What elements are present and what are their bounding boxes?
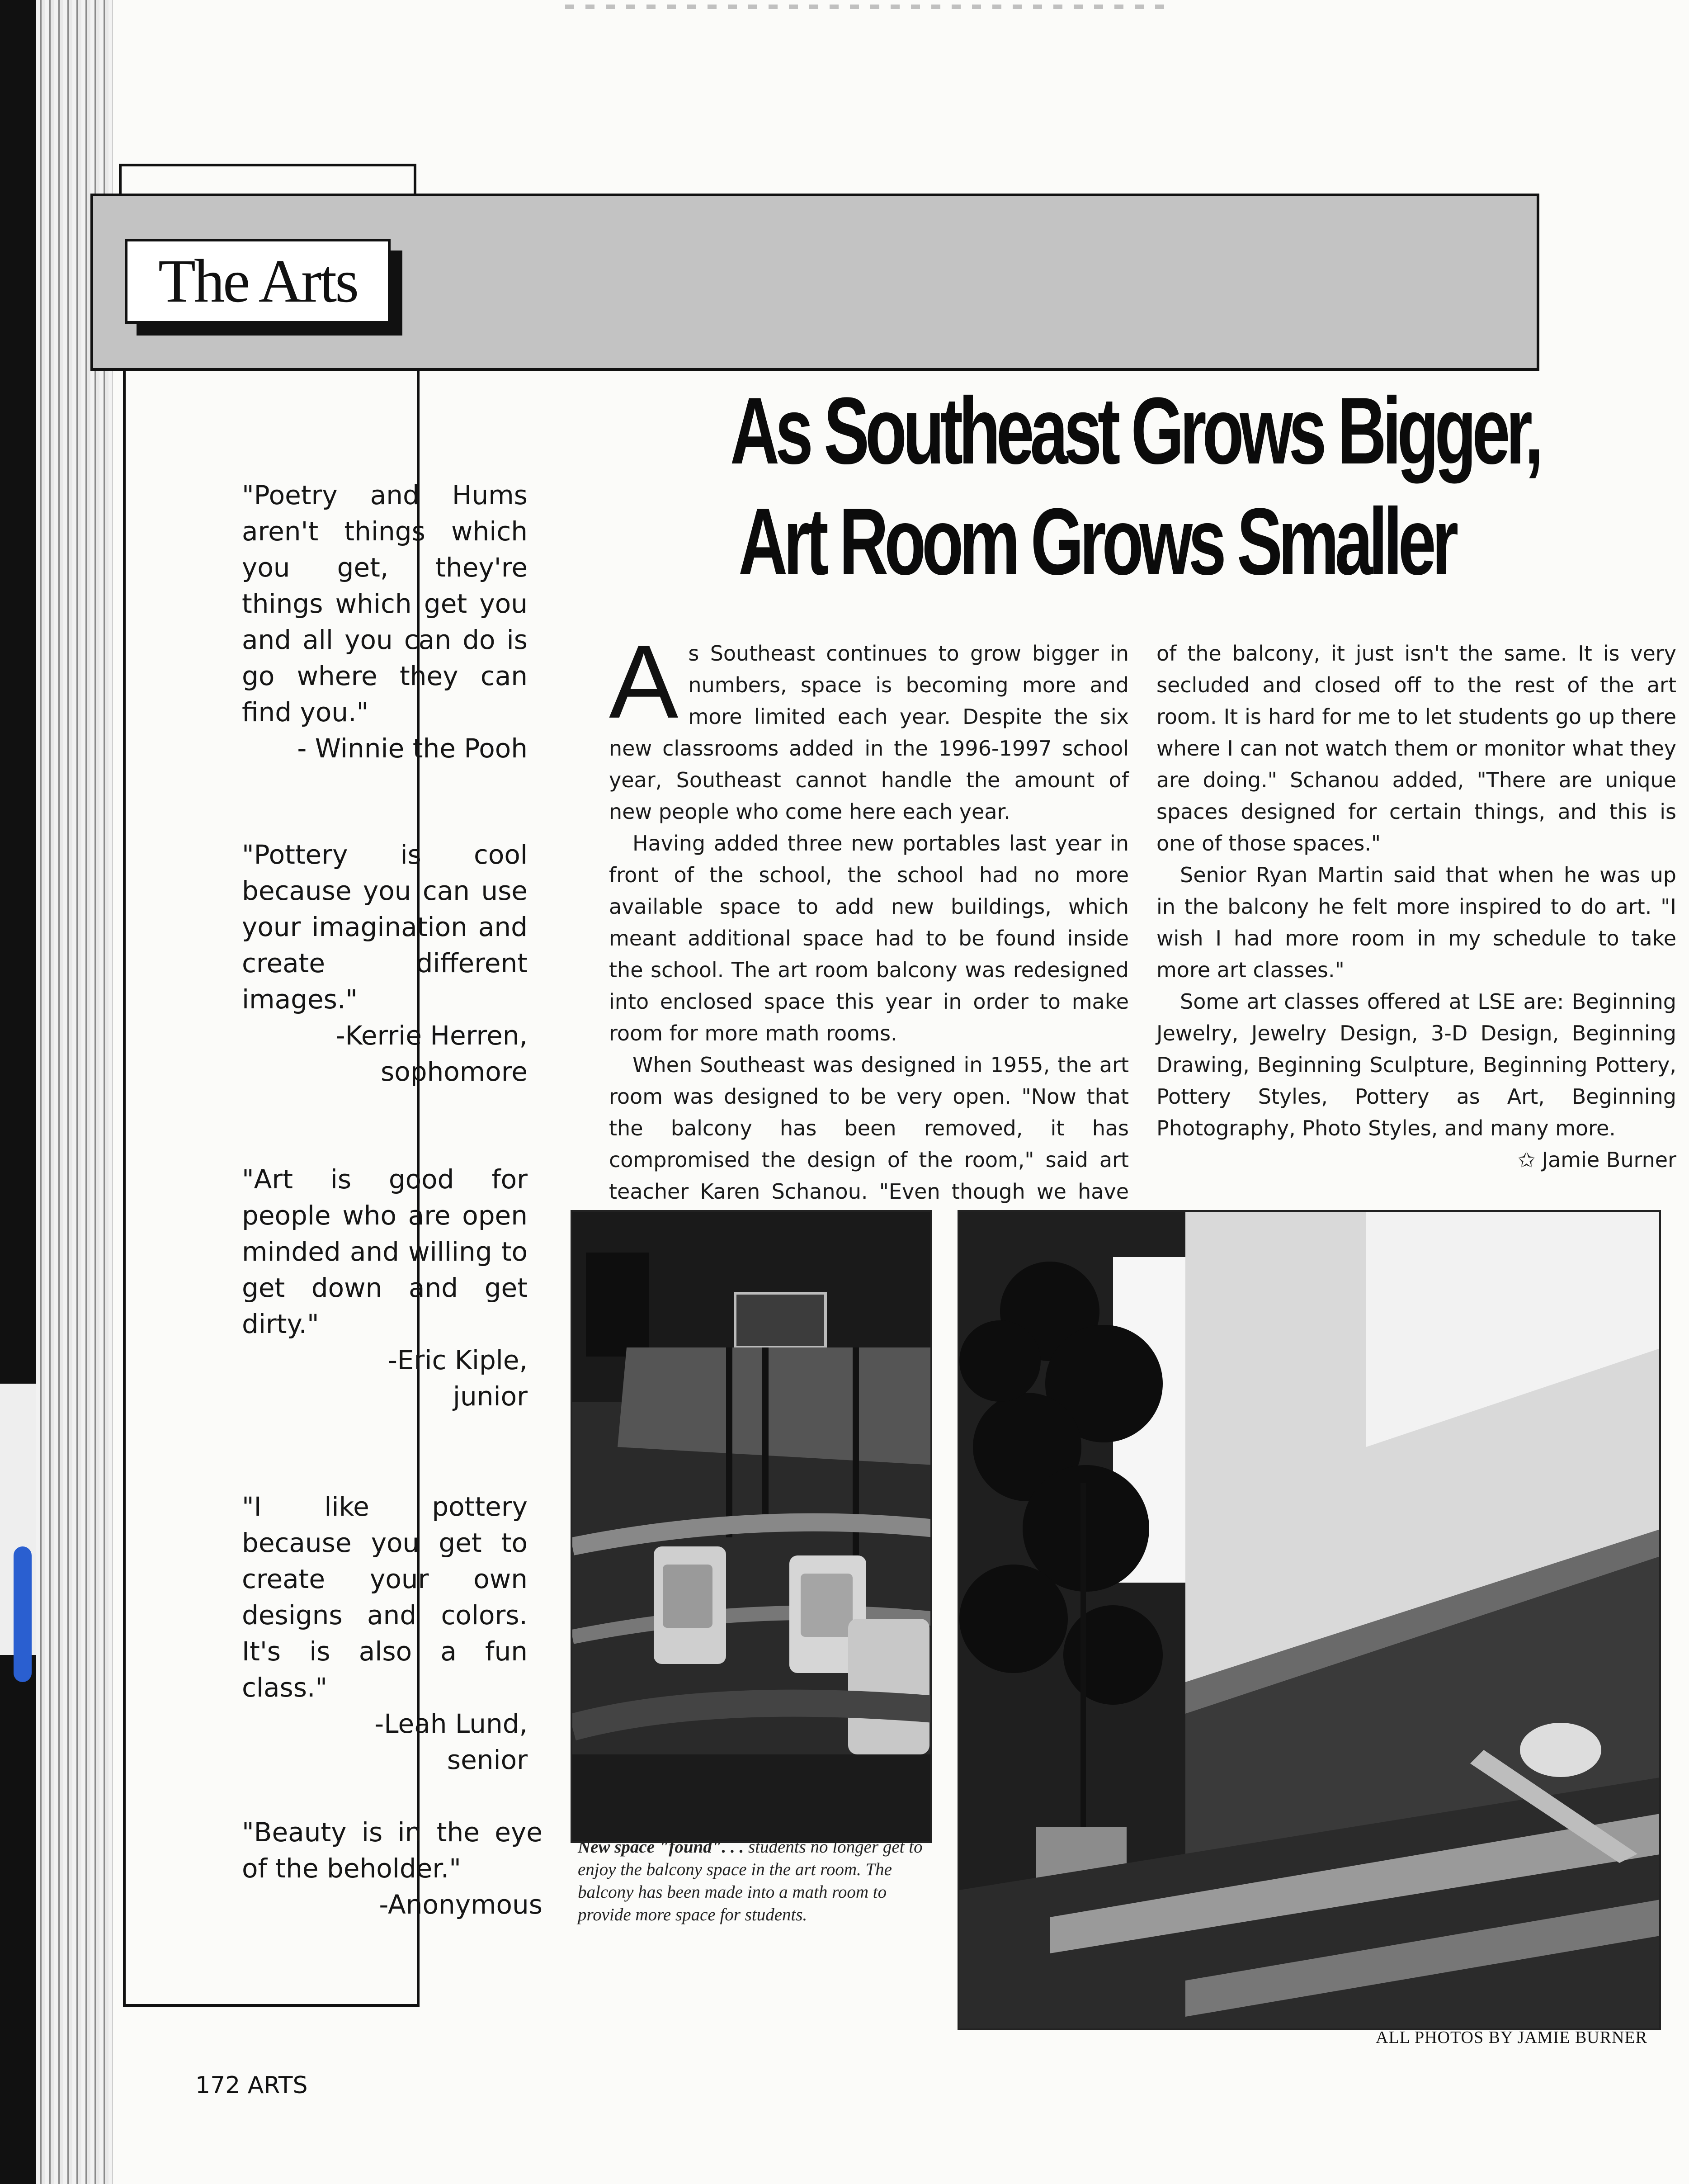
quote-author: - Winnie the Pooh xyxy=(297,733,528,764)
binding-edge xyxy=(0,0,36,2184)
quote-pooh xyxy=(242,477,528,766)
article-paragraph: As Southeast continues to grow bigger in numbers, space is becoming more and more limited each year. Despite the six new classrooms added in the 1996-1997 school year, Southeast cannot handle the amount of new people who come here each year. xyxy=(609,624,1129,824)
scan-artifact xyxy=(565,5,1175,9)
headline-line-2: Art Room Grows Smaller xyxy=(738,488,1454,595)
quote-role: sophomore xyxy=(380,1056,528,1087)
quote-text: "Beauty is in the eye of the beholder." xyxy=(242,1817,543,1884)
article-column-1 xyxy=(609,624,1129,1239)
spine-tab-marker xyxy=(14,1546,32,1682)
quote-author: -Eric Kiple, xyxy=(387,1345,528,1376)
balcony-photo-image xyxy=(572,1212,932,1843)
quote-anonymous xyxy=(242,1814,543,1923)
article-column-2 xyxy=(1156,638,1676,1176)
photo-credit: ALL PHOTOS BY JAMIE BURNER xyxy=(1376,2028,1647,2047)
art-room-photo-image xyxy=(959,1212,1661,2030)
quote-author: -Leah Lund, xyxy=(374,1708,528,1739)
article-paragraph: When Southeast was designed in 1955, the art room was designed to be very open. "Now that the balcony has been removed, it has compromised the design of the room," said art teacher Karen Schanou. "Even though we have xyxy=(609,1053,1129,1204)
headline-line-1: As Southeast Grows Bigger, xyxy=(730,378,1539,484)
article-paragraph: Some art classes offered at LSE are: Beginning Jewelry, Jewelry Design, 3-D Design, Beginning Drawing, Beginning Sculpture, Beginning Pottery, Pottery Styles, Pottery as Art, Beginning Photography, Photo Styles, and many more. xyxy=(1156,989,1676,1140)
quote-role: senior xyxy=(447,1744,528,1775)
article-byline: ✩ Jamie Burner xyxy=(1518,1148,1676,1172)
caption-lead: New space "found". . . xyxy=(578,1837,744,1857)
quote-text: "I like pottery because you get to create your own designs and colors. It's is also a fun class." xyxy=(242,1491,528,1703)
caption-text: students no longer get to enjoy the balcony space in the art room. The balcony has been made into a math room to provide more space for students. xyxy=(578,1837,923,1924)
quote-text: "Pottery is cool because you can use your imagination and create different images." xyxy=(242,839,528,1015)
section-label: The Arts xyxy=(158,247,358,315)
quote-author: -Kerrie Herren, xyxy=(335,1020,528,1051)
quote-kiple xyxy=(242,1161,528,1414)
quote-herren xyxy=(242,837,528,1090)
quote-text: "Art is good for people who are open minded and willing to get down and get dirty." xyxy=(242,1164,528,1339)
article-paragraph: Having added three new portables last year in front of the school, the school had no more available space to add new buildings, which meant additional space had to be found inside the school. The art room balcony was redesigned into enclosed space this year in order to make room for more math rooms. xyxy=(609,831,1129,1045)
article-paragraph: of the balcony, it just isn't the same. It is very secluded and closed off to the rest of the art room. It is hard for me to let students go up there where I can not watch them or monitor what they are doing." Schanou added, "There are unique spaces designed for certain things, and this is one of those spaces." xyxy=(1156,641,1676,856)
art-room-photo xyxy=(958,1210,1661,2030)
article-paragraph: Senior Ryan Martin said that when he was up in the balcony he felt more inspired to do art. "I wish I had more room in my schedule to take more art classes." xyxy=(1156,863,1676,982)
photo-caption xyxy=(578,1836,935,1926)
quote-lund xyxy=(242,1489,528,1778)
quote-role: junior xyxy=(453,1381,528,1412)
balcony-photo xyxy=(571,1210,932,1843)
page-folio: 172 ARTS xyxy=(195,2072,308,2099)
section-label-box xyxy=(125,239,391,324)
article-headline xyxy=(588,375,1605,597)
quote-author: -Anonymous xyxy=(379,1889,543,1920)
quote-text: "Poetry and Hums aren't things which you get, they're things which get you and all you can do is go where they can find you." xyxy=(242,480,528,728)
drop-cap: A xyxy=(609,624,679,740)
